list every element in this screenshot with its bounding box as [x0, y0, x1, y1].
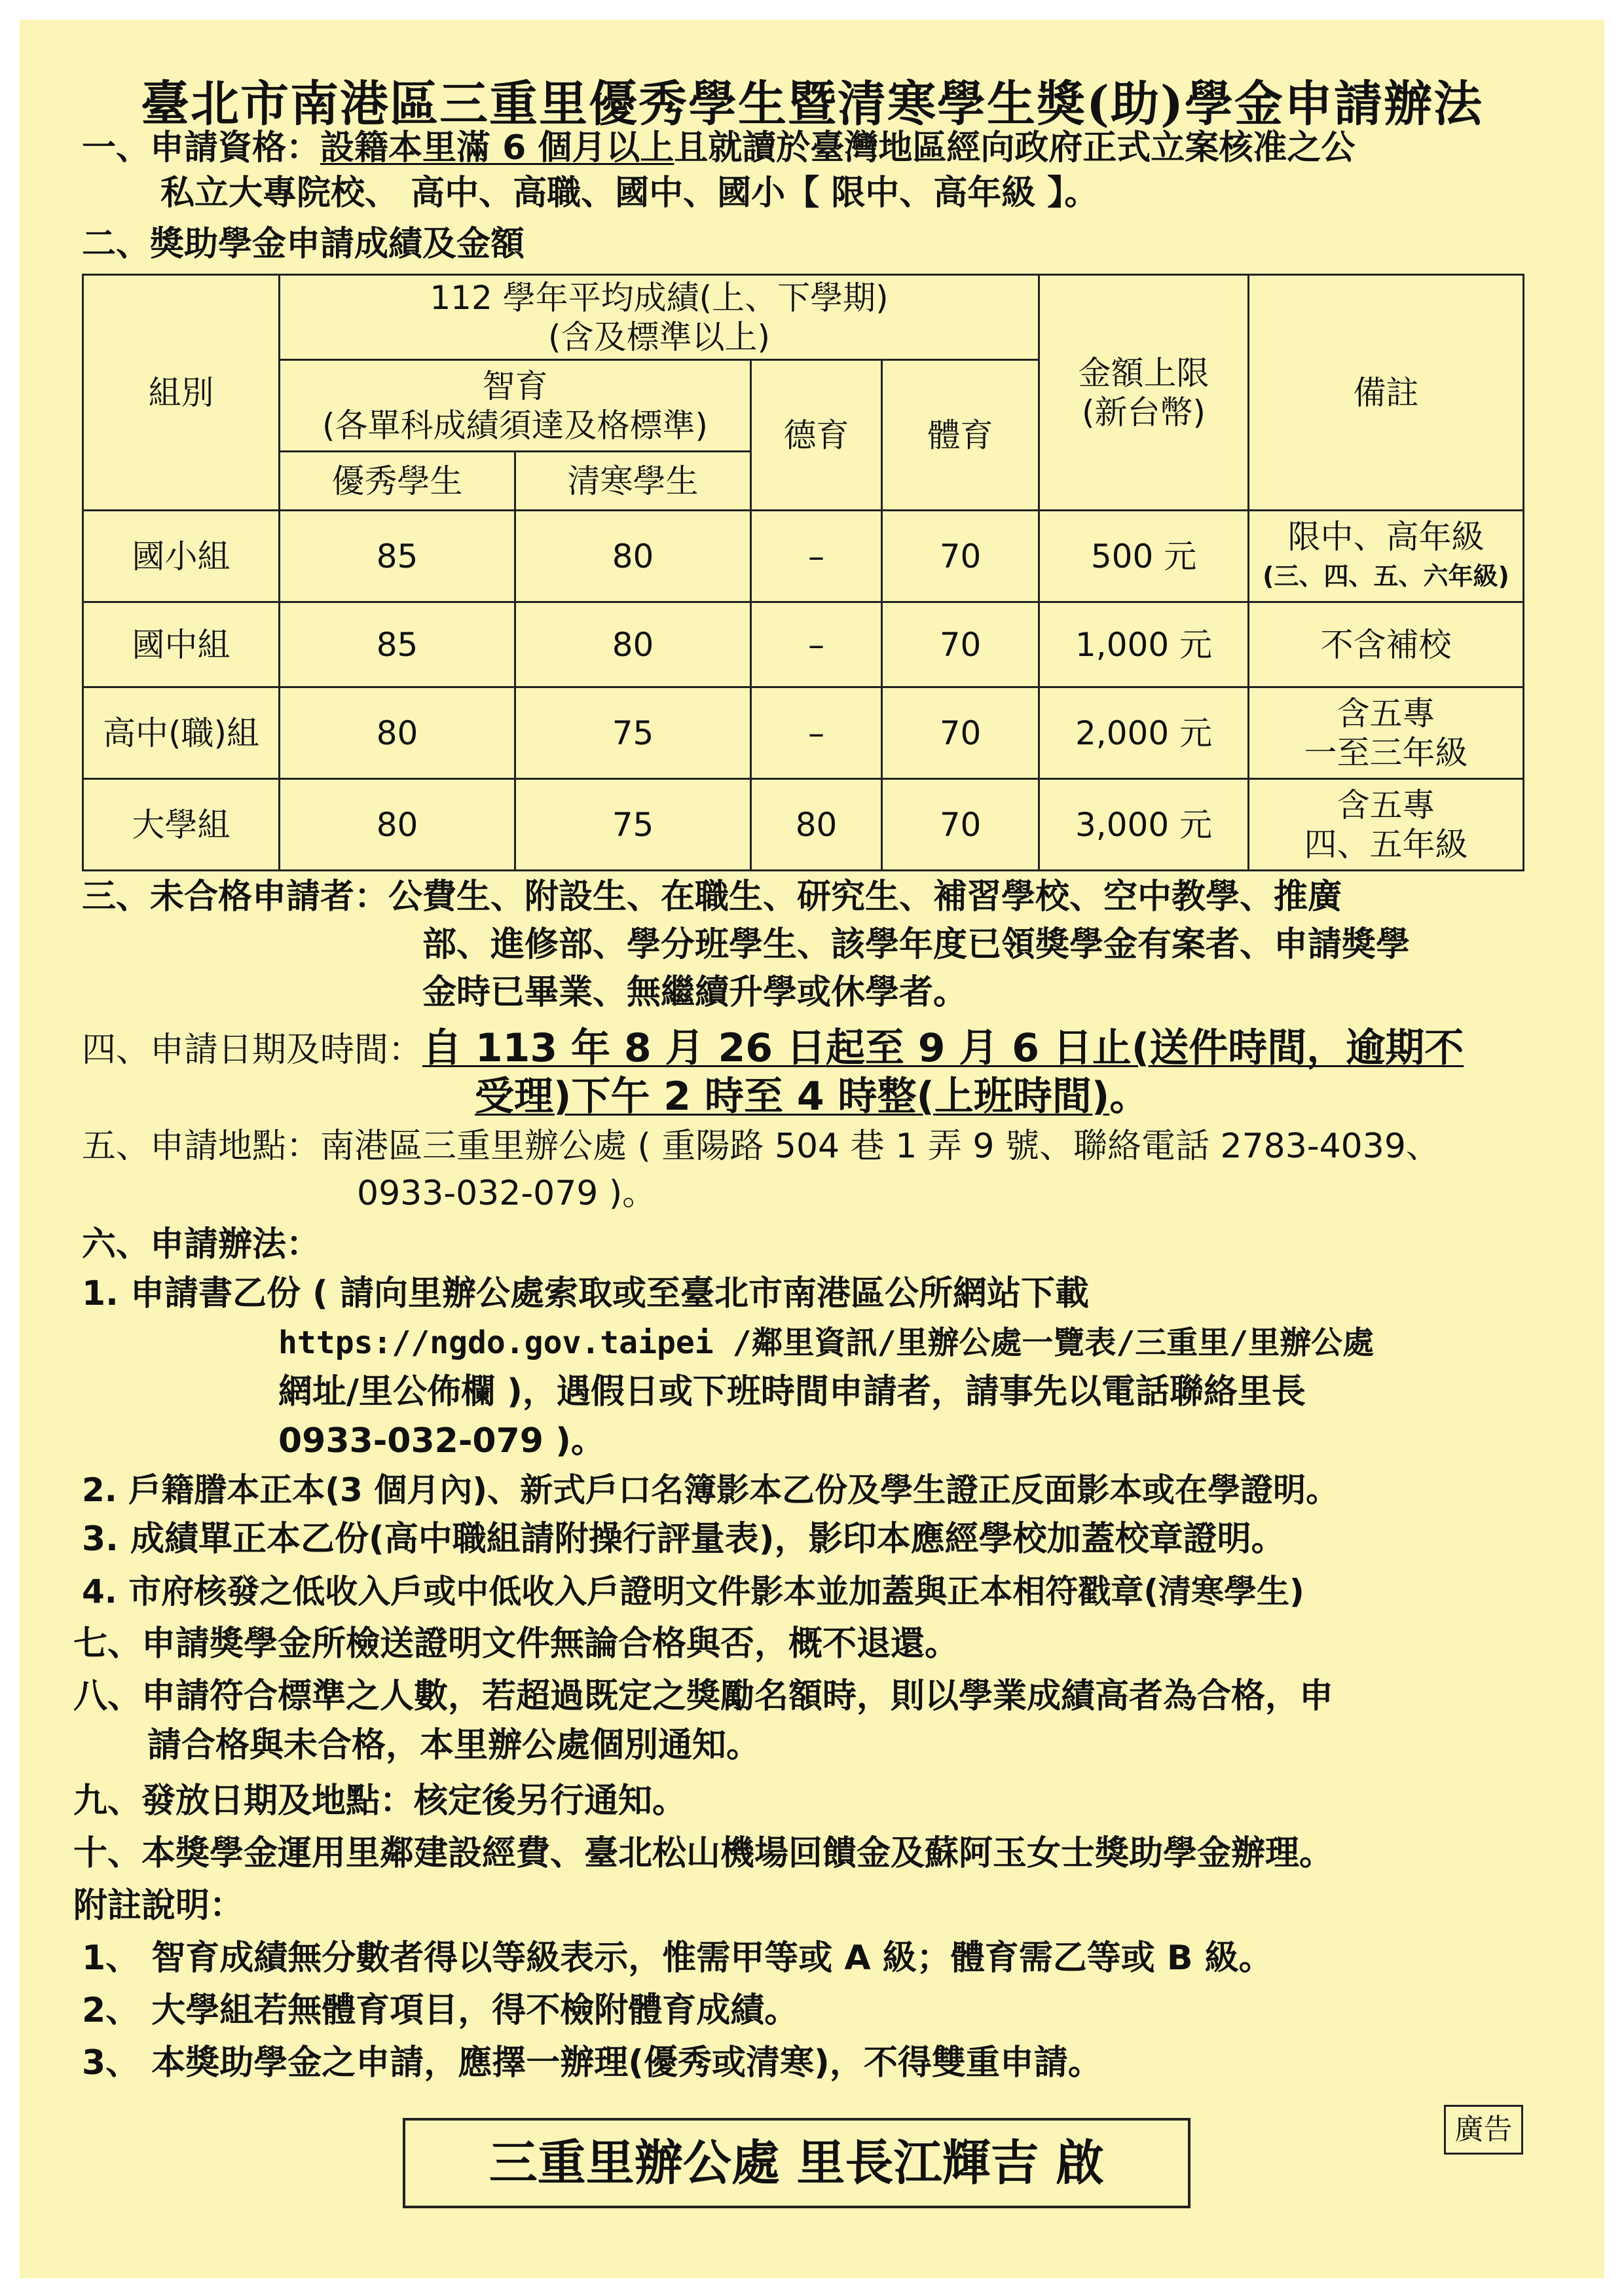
notes-heading: 附註說明：	[73, 1886, 244, 1925]
eligibility-rest: 且就讀於臺灣地區經向政府正式立案核准之公	[674, 128, 1356, 168]
header-average: 112 學年平均成績(上、下學期) (含及標準以上)	[280, 275, 1039, 360]
section-quota-line1: 八、申請符合標準之人數，若超過既定之獎勵名額時，則以學業成績高者為合格，申	[73, 1677, 1334, 1716]
row-excellent: 85	[280, 602, 515, 687]
row-excellent: 80	[280, 779, 515, 871]
location-prefix: 五、申請地點：	[82, 1127, 321, 1166]
section-quota-line2: 請合格與未合格，本里辦公處個別通知。	[147, 1726, 761, 1765]
header-intellectual: 智育 (各單科成績須達及格標準)	[280, 360, 751, 452]
row-pe: 70	[882, 779, 1039, 871]
row-poor: 80	[515, 511, 751, 602]
section-method-heading: 六、申請辦法：	[82, 1225, 321, 1264]
section-no-return: 七、申請獎學金所檢送證明文件無論合格與否，概不退還。	[73, 1624, 959, 1664]
date-line1: 自 113 年 8 月 26 日起至 9 月 6 日止(送件時間，逾期不	[422, 1025, 1464, 1071]
note-1: 1、 智育成績無分數者得以等級表示，惟需甲等或 A 級；體育需乙等或 B 級。	[82, 1939, 1273, 1978]
row-remark: 含五專 一至三年級	[1249, 687, 1524, 779]
section-date	[82, 1027, 1464, 1072]
table-row	[83, 779, 1524, 871]
row-amount: 3,000 元	[1039, 779, 1249, 871]
row-amount: 500 元	[1039, 511, 1249, 602]
row-poor: 80	[515, 602, 751, 687]
row-group: 大學組	[83, 779, 280, 871]
row-excellent: 80	[280, 687, 515, 779]
advertisement-label: 廣告	[1444, 2105, 1523, 2155]
row-moral: –	[751, 687, 882, 779]
date-prefix: 四、申請日期及時間：	[82, 1030, 423, 1070]
row-group: 國小組	[83, 511, 280, 602]
header-pe: 體育	[882, 360, 1039, 511]
signature-box: 三重里辦公處 里長江輝吉 啟	[403, 2118, 1190, 2208]
method-item3: 3. 成績單正本乙份(高中職組請附操行評量表)，影印本應經學校加蓋校章證明。	[82, 1520, 1285, 1559]
section-funding: 十、本獎學金運用里鄰建設經費、臺北松山機場回饋金及蘇阿玉女士獎助學金辦理。	[73, 1834, 1334, 1873]
method-item1-line1: 1. 申請書乙份 ( 請向里辦公處索取或至臺北市南港區公所網站下載	[82, 1274, 1090, 1313]
row-excellent: 85	[280, 511, 515, 602]
grades-table	[82, 274, 1524, 871]
row-remark: 限中、高年級 (三、四、五、六年級)	[1249, 511, 1524, 602]
date-line2: 受理)下午 2 時至 4 時整(上班時間)	[475, 1074, 1110, 1120]
row-amount: 2,000 元	[1039, 687, 1249, 779]
row-group: 高中(職)組	[83, 687, 280, 779]
ineligible-line3: 金時已畢業、無繼續升學或休學者。	[422, 973, 968, 1012]
header-moral: 德育	[751, 360, 882, 511]
section-distribution: 九、發放日期及地點：核定後另行通知。	[73, 1781, 687, 1821]
table-row	[83, 687, 1524, 779]
row-remark: 不含補校	[1249, 602, 1524, 687]
ineligible-line1: 公費生、附設生、在職生、研究生、補習學校、空中教學、推廣	[388, 877, 1342, 917]
note-3: 3、 本獎助學金之申請，應擇一辦理(優秀或清寒)，不得雙重申請。	[82, 2043, 1102, 2083]
method-item4: 4. 市府核發之低收入戶或中低收入戶證明文件影本並加蓋與正本相符戳章(清寒學生)	[82, 1573, 1304, 1611]
row-remark: 含五專 四、五年級	[1249, 779, 1524, 871]
table-row	[83, 602, 1524, 687]
row-moral: 80	[751, 779, 882, 871]
row-group: 國中組	[83, 602, 280, 687]
method-item1-line4: 0933-032-079 )。	[278, 1421, 605, 1461]
row-poor: 75	[515, 779, 751, 871]
method-item2: 2. 戶籍謄本正本(3 個月內)、新式戶口名簿影本乙份及學生證正反面影本或在學證明。	[82, 1471, 1339, 1509]
method-item1-line3: 網址/里公佈欄 )，遇假日或下班時間申請者，請事先以電話聯絡里長	[278, 1372, 1306, 1412]
method-item1-line2: https://ngdo.gov.taipei /鄰里資訊/里辦公處一覽表/三重里/里辦公處	[278, 1324, 1375, 1361]
row-amount: 1,000 元	[1039, 602, 1249, 687]
section-grades-heading: 二、獎助學金申請成績及金額	[82, 225, 525, 264]
row-pe: 70	[882, 511, 1039, 602]
ineligible-line2: 部、進修部、學分班學生、該學年度已領獎學金有案者、申請獎學	[422, 925, 1411, 964]
row-moral: –	[751, 602, 882, 687]
header-poor: 清寒學生	[515, 452, 751, 511]
row-poor: 75	[515, 687, 751, 779]
section-ineligible	[82, 875, 1342, 919]
row-pe: 70	[882, 602, 1039, 687]
ineligible-prefix: 三、未合格申請者：	[82, 877, 389, 917]
eligibility-line2: 私立大專院校、 高中、高職、國中、國小【 限中、高年級 】。	[160, 173, 1099, 213]
header-group: 組別	[83, 275, 280, 511]
row-moral: –	[751, 511, 882, 602]
header-amount: 金額上限 (新台幣)	[1039, 275, 1249, 511]
row-pe: 70	[882, 687, 1039, 779]
eligibility-prefix: 一、申請資格：	[82, 128, 321, 168]
location-line2: 0933-032-079 )。	[357, 1174, 657, 1213]
date-line2-end: 。	[1109, 1074, 1149, 1120]
page-title: 臺北市南港區三重里優秀學生暨清寒學生獎(助)學金申請辦法	[140, 76, 1484, 132]
section-eligibility	[82, 126, 1355, 170]
header-remark: 備註	[1249, 275, 1524, 511]
header-excellent: 優秀學生	[280, 452, 515, 511]
date-line2-wrap	[475, 1075, 1149, 1120]
note-2: 2、 大學組若無體育項目，得不檢附體育成績。	[82, 1991, 799, 2030]
section-location	[82, 1125, 1440, 1168]
table-row	[83, 511, 1524, 602]
location-line1: 南港區三重里辦公處 ( 重陽路 504 巷 1 弄 9 號、聯絡電話 2783-4039、	[320, 1127, 1440, 1166]
eligibility-residency: 設籍本里滿 6 個月以上	[320, 128, 674, 168]
